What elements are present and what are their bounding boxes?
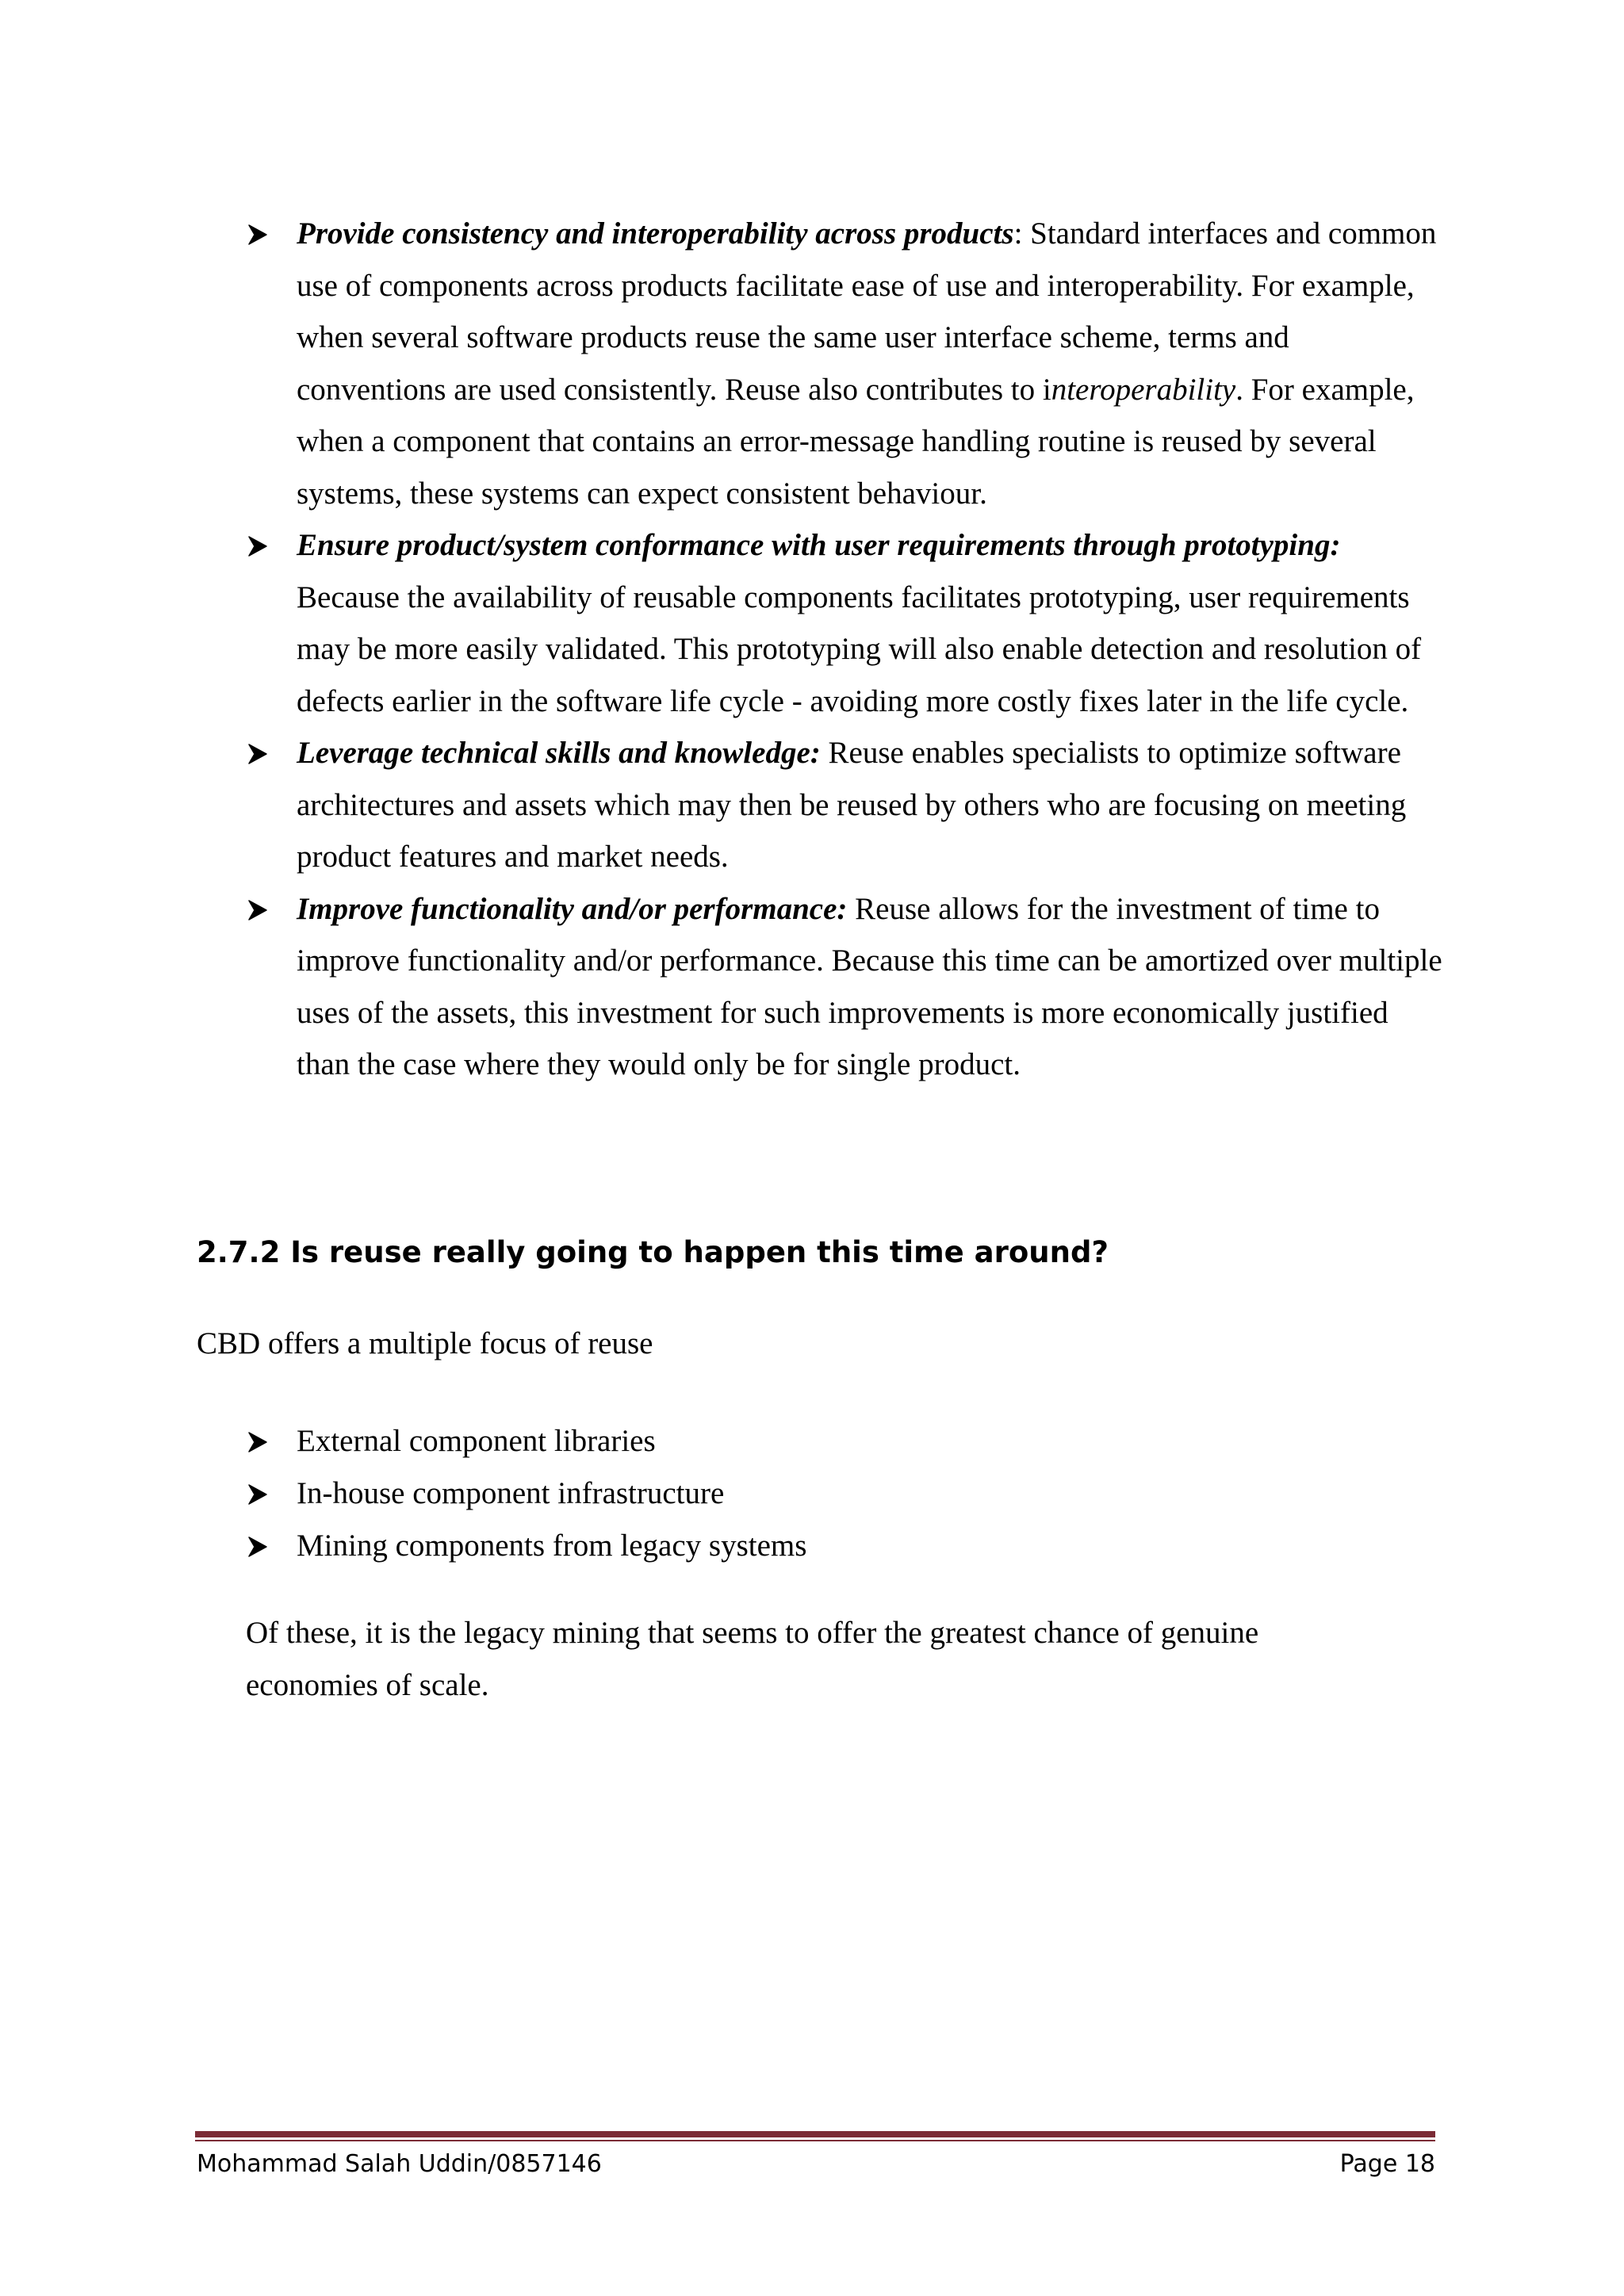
- list-item-text: In-house component infrastructure: [297, 1476, 725, 1510]
- footer-page-number: Page 18: [1339, 2150, 1435, 2178]
- section-intro: CBD offers a multiple focus of reuse: [197, 1326, 653, 1360]
- arrowhead-bullet-icon: [247, 224, 268, 246]
- bullet-emphasis: nteroperability: [1051, 372, 1236, 407]
- reuse-focus-list: [246, 1415, 1356, 1572]
- section-heading: 2.7.2 Is reuse really going to happen this time around?: [197, 1235, 1109, 1269]
- list-item: [246, 1468, 1356, 1520]
- bullet-lead: Leverage technical skills and knowledge:: [297, 736, 821, 770]
- bullet-lead: Ensure product/system conformance with user requirements through prototyping:: [297, 528, 1341, 562]
- list-item: [246, 1520, 1356, 1572]
- arrowhead-bullet-icon: [247, 899, 268, 921]
- bullet-text: Because the availability of reusable components facilitates prototyping, user requirements may be more easily validated. This prototyping will also enable detection and resolution of defects earlier in the software life cycle - avoiding more costly fixes later in the life cycle.: [297, 580, 1422, 718]
- bullet-lead: Provide consistency and interoperability across products: [297, 216, 1014, 251]
- footer-author: Mohammad Salah Uddin/0857146: [197, 2150, 602, 2178]
- arrowhead-bullet-icon: [247, 1483, 268, 1506]
- bullet-text: Reuse enables specialists to optimize software architectures and assets which may then be reused by others who are focusing on meeting product features and market needs.: [297, 736, 1407, 874]
- bullet-lead: Improve functionality and/or performance:: [297, 891, 848, 926]
- list-item: [246, 208, 1443, 519]
- bullet-text: Standard interfaces and common use of components across products facilitate ease of use and interoperability. For example, when several software products reuse the same user interface scheme, terms and conventions are used consistently. Reuse also contributes to i: [297, 216, 1437, 407]
- list-item: [246, 883, 1443, 1091]
- bullet-text: Reuse allows for the investment of time to improve functionality and/or performance. Because this time can be amortized over multiple uses of the assets, this investment for such improvements is more economically justified than the case where they would only be for single product.: [297, 891, 1442, 1081]
- footer-divider: [195, 2131, 1435, 2141]
- footer-divider-thin: [195, 2140, 1435, 2141]
- list-item: [246, 727, 1443, 883]
- footer-divider-thick: [195, 2131, 1435, 2137]
- benefits-bullet-list: [246, 208, 1443, 1091]
- closing-paragraph: Of these, it is the legacy mining that seems to offer the greatest chance of genuine economies of scale.: [246, 1616, 1259, 1702]
- arrowhead-bullet-icon: [247, 743, 268, 765]
- bullet-separator: :: [1013, 216, 1031, 251]
- arrowhead-bullet-icon: [247, 1536, 268, 1558]
- list-item: [246, 1415, 1356, 1468]
- bullet-text: . For example, when a component that contains an error-message handling routine is reused by several systems, these systems can expect consistent behaviour.: [297, 372, 1415, 511]
- list-item-text: External component libraries: [297, 1424, 656, 1458]
- list-item: [246, 519, 1443, 727]
- arrowhead-bullet-icon: [247, 535, 268, 557]
- list-item-text: Mining components from legacy systems: [297, 1529, 807, 1563]
- arrowhead-bullet-icon: [247, 1431, 268, 1453]
